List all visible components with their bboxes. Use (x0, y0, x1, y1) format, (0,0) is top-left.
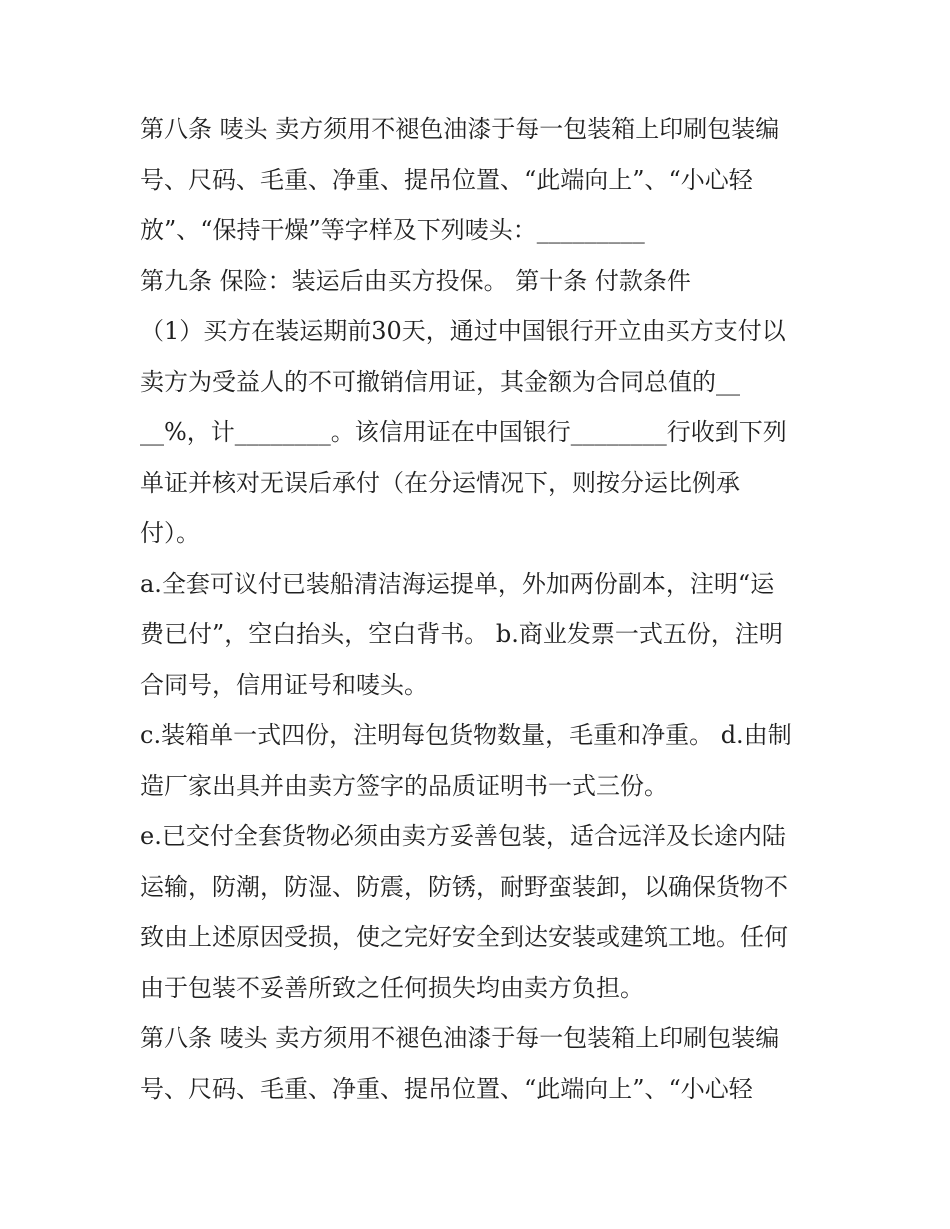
text-line: 第八条 唛头 卖方须用不褪色油漆于每一包装箱上印刷包装编 (140, 115, 780, 143)
text-line: （1）买方在装运期前30天，通过中国银行开立由买方支付以 (140, 317, 786, 345)
contract-text (140, 104, 830, 1114)
text-line: e.已交付全套货物必须由卖方妥善包装，适合远洋及长途内陆 (140, 822, 786, 850)
text-line: 运输，防潮，防湿、防震，防锈，耐野蛮装卸，以确保货物不 (140, 872, 788, 901)
text-line: 单证并核对无误后承付（在分运情况下，则按分运比例承 (140, 468, 740, 497)
text-line: 第八条 唛头 卖方须用不褪色油漆于每一包装箱上印刷包装编 (140, 1024, 780, 1052)
text-line: 付）。 (140, 519, 200, 547)
text-line: __%，计________。该信用证在中国银行________行收到下列 (140, 418, 787, 446)
text-line: 由于包装不妥善所致之任何损失均由卖方负担。 (140, 973, 644, 1002)
text-line: c.装箱单一式四份，注明每包货物数量，毛重和净重。 d.由制 (140, 721, 792, 749)
text-line: 卖方为受益人的不可撤销信用证，其金额为合同总值的__ (140, 367, 740, 396)
text-line: 号、尺码、毛重、净重、提吊位置、“此端向上”、“小心轻 (140, 1074, 753, 1103)
text-line: 第九条 保险：装运后由买方投保。 第十条 付款条件 (140, 266, 691, 295)
text-line: 合同号，信用证号和唛头。 (140, 670, 428, 699)
text-line: 费已付”，空白抬头，空白背书。 b.商业发票一式五份，注明 (140, 620, 783, 648)
text-line: 号、尺码、毛重、净重、提吊位置、“此端向上”、“小心轻 (140, 165, 753, 194)
text-line: 造厂家出具并由卖方签字的品质证明书一式三份。 (140, 771, 668, 800)
text-line: a.全套可议付已装船清洁海运提单，外加两份副本，注明“运 (140, 569, 775, 598)
text-line: 放”、“保持干燥”等字样及下列唛头：_________ (140, 216, 645, 244)
text-line: 致由上述原因受损，使之完好安全到达安装或建筑工地。任何 (140, 923, 788, 951)
